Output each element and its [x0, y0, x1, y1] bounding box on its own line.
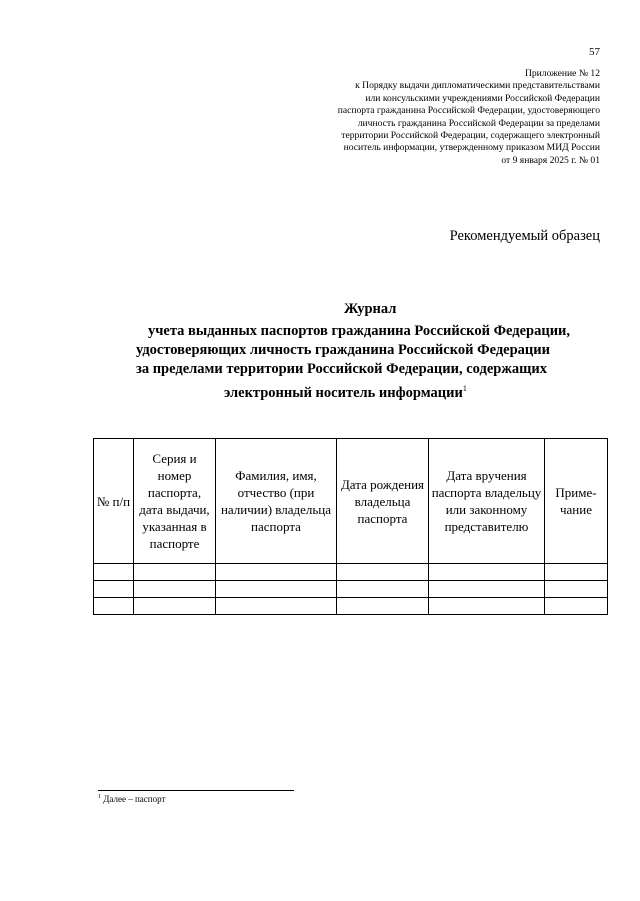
- table-cell: [337, 564, 429, 581]
- table-cell: [337, 581, 429, 598]
- table-cell: [134, 581, 216, 598]
- recommended-sample-label: Рекомендуемый образец: [449, 228, 600, 244]
- footnote: [98, 794, 165, 804]
- footnote-mark: 1: [98, 794, 101, 800]
- appendix-line: территории Российской Федерации, содержащего электронный: [341, 130, 600, 142]
- appendix-line: к Порядку выдачи дипломатическими представительствами: [355, 80, 600, 92]
- appendix-line: от 9 января 2025 г. № 01: [501, 154, 600, 166]
- table-cell: [216, 598, 337, 615]
- subtitle-line-last: [224, 379, 467, 403]
- column-header-delivery-date: Дата вручения паспорта владельцу или законному представителю: [429, 439, 545, 564]
- subtitle-line-text: электронный носитель информации: [224, 384, 463, 401]
- table-cell: [429, 598, 545, 615]
- subtitle-line: учета выданных паспортов гражданина Российской Федерации,: [148, 323, 571, 339]
- footnote-text: Далее – паспорт: [103, 794, 166, 804]
- appendix-line: паспорта гражданина Российской Федерации, удостоверяющего: [337, 105, 600, 117]
- table-cell: [94, 564, 134, 581]
- column-header-number: № п/п: [94, 439, 134, 564]
- appendix-line: Приложение № 12: [524, 68, 600, 79]
- table-cell: [337, 598, 429, 615]
- footnote-divider: [98, 790, 294, 791]
- appendix-line: личность гражданина Российской Федерации за пределами: [357, 117, 600, 129]
- appendix-line: носитель информации, утвержденному приказом МИД России: [343, 142, 600, 154]
- table-row: [94, 598, 608, 615]
- table-cell: [94, 581, 134, 598]
- column-header-passport-series: Серия и номер паспорта, дата выдачи, указанная в паспорте: [134, 439, 216, 564]
- table-row: [94, 564, 608, 581]
- table-cell: [545, 564, 608, 581]
- journal-table: [93, 438, 608, 615]
- subtitle-line: удостоверяющих личность гражданина Российской Федерации: [136, 342, 550, 358]
- page-number: 57: [589, 46, 600, 58]
- table-header-row: [94, 439, 608, 564]
- table-cell: [134, 564, 216, 581]
- table-cell: [216, 581, 337, 598]
- document-title: Журнал: [344, 301, 397, 317]
- table-cell: [216, 564, 337, 581]
- appendix-header: [280, 68, 600, 167]
- appendix-line: или консульскими учреждениями Российской Федерации: [365, 92, 600, 104]
- table-row: [94, 581, 608, 598]
- subtitle-line: за пределами территории Российской Федерации, содержащих: [136, 361, 547, 377]
- table-cell: [545, 581, 608, 598]
- column-header-note: Приме-чание: [545, 439, 608, 564]
- table-cell: [134, 598, 216, 615]
- column-header-full-name: Фамилия, имя, отчество (при наличии) владельца паспорта: [216, 439, 337, 564]
- table-cell: [429, 564, 545, 581]
- table-cell: [545, 598, 608, 615]
- footnote-reference: 1: [462, 384, 467, 393]
- table-cell: [94, 598, 134, 615]
- column-header-birth-date: Дата рождения владельца паспорта: [337, 439, 429, 564]
- table-cell: [429, 581, 545, 598]
